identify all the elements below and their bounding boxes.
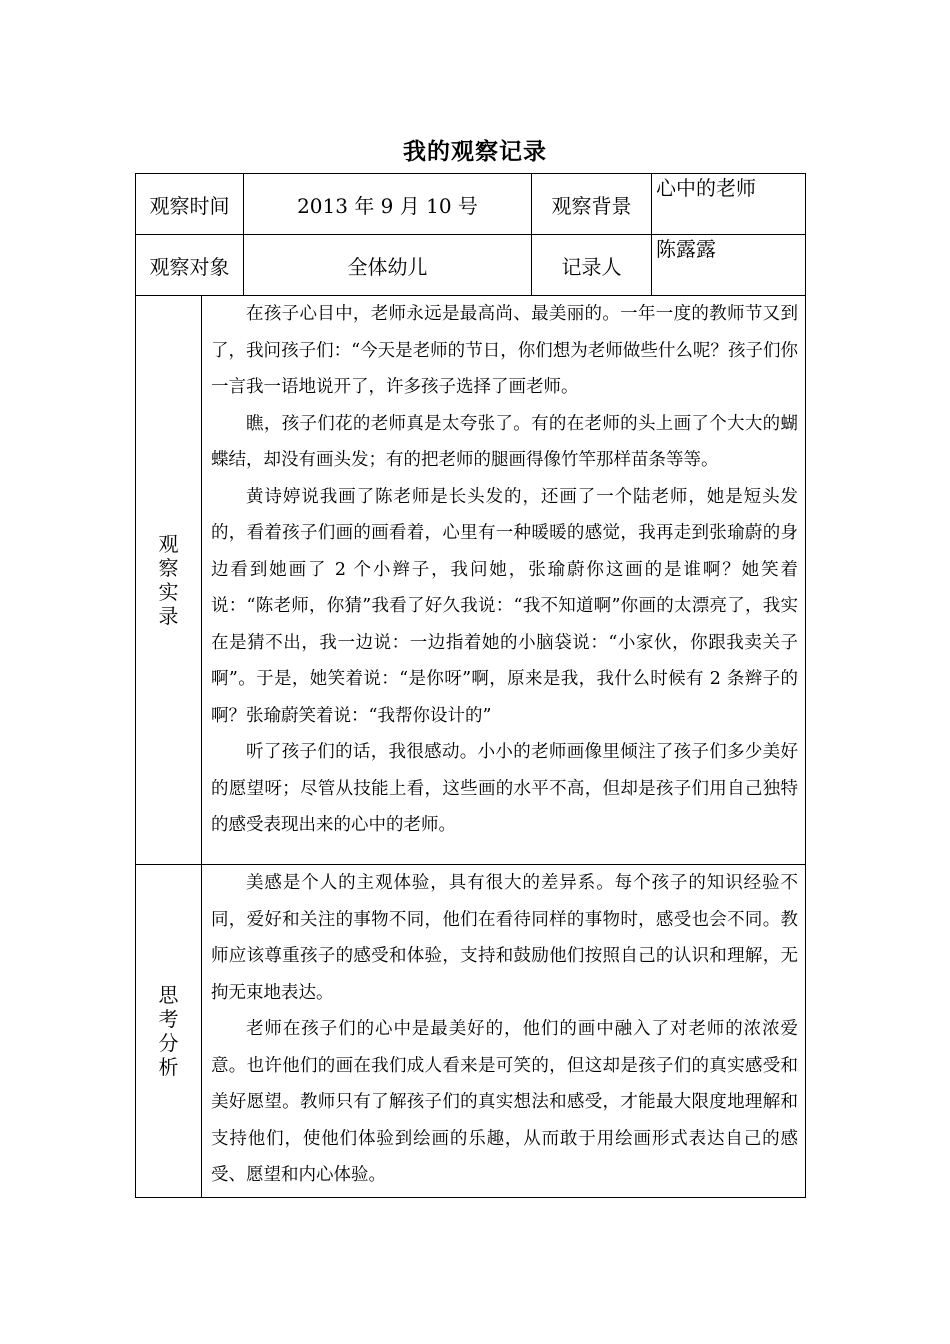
header-row-subject [136, 235, 806, 296]
analysis-content [202, 865, 806, 1198]
observation-paragraph: 在孩子心目中，老师永远是最高尚、最美丽的。一年一度的教师节又到了，我问孩子们：“今天是老师的节日，你们想为老师做些什么呢？孩子们你一言我一语地说开了，许多孩子选择了画老师。 [211, 304, 798, 397]
page-title: 我的观察记录 [403, 138, 547, 165]
observation-paragraph: 瞧，孩子们花的老师真是太夸张了。有的在老师的头上画了个大大的蝴蝶结，却没有画头发；有的把老师的腿画得像竹竿那样苗条等等。 [211, 413, 798, 470]
recorder-label: 记录人 [532, 235, 652, 296]
analysis-section-label [136, 865, 202, 1198]
subject-label: 观察对象 [136, 235, 244, 296]
time-label: 观察时间 [136, 174, 244, 235]
time-value: 2013 年 9 月 10 号 [244, 174, 532, 235]
background-value: 心中的老师 [652, 174, 806, 235]
observation-record-table [135, 173, 806, 1198]
observation-label-char: 察 [158, 556, 179, 580]
analysis-label-char: 析 [158, 1055, 179, 1079]
observation-label-char: 录 [158, 604, 179, 628]
analysis-label-char: 思 [158, 983, 179, 1007]
analysis-label-char: 分 [158, 1031, 179, 1055]
analysis-row [136, 865, 806, 1198]
background-label: 观察背景 [532, 174, 652, 235]
analysis-label-char: 考 [158, 1007, 179, 1031]
recorder-value: 陈露露 [652, 235, 806, 296]
observation-row [136, 296, 806, 865]
observation-section-label [136, 296, 202, 865]
header-row-time [136, 174, 806, 235]
analysis-paragraph: 老师在孩子们的心中是最美好的，他们的画中融入了对老师的浓浓爱意。也许他们的画在我们成人看来是可笑的，但这却是孩子们的真实感受和美好愿望。教师只有了解孩子们的真实想法和感受，才能最大限度地理解和支持他们，使他们体验到绘画的乐趣，从而敢于用绘画形式表达自己的感受、愿望和内心体验。 [211, 1019, 798, 1185]
observation-paragraph: 黄诗婷说我画了陈老师是长头发的，还画了一个陆老师，她是短头发的，看着孩子们画的画看着，心里有一种暖暖的感觉，我再走到张瑜蔚的身边看到她画了 2 个小辫子，我问她，张瑜蔚你这画的是谁啊？她笑着说：“陈老师，你猜”我看了好久我说：“我不知道啊”你画的太漂亮了，我实在是猜不出，我一边说：一边指着她的小脑袋说：“小家伙，你跟我卖关子啊”。于是，她笑着说：“是你呀”啊，原来是我，我什么时候有 2 条辫子的啊？张瑜蔚笑着说：“我帮你设计的” [211, 486, 798, 726]
subject-value: 全体幼儿 [244, 235, 532, 296]
observation-label-char: 观 [158, 532, 179, 556]
observation-label-char: 实 [158, 580, 179, 604]
observation-paragraph: 听了孩子们的话，我很感动。小小的老师画像里倾注了孩子们多少美好的愿望呀；尽管从技能上看，这些画的水平不高，但却是孩子们用自己独特的感受表现出来的心中的老师。 [211, 742, 798, 835]
analysis-paragraph: 美感是个人的主观体验，具有很大的差异系。每个孩子的知识经验不同，爱好和关注的事物不同，他们在看待同样的事物时，感受也会不同。教师应该尊重孩子的感受和体验，支持和鼓励他们按照自己的认识和理解，无拘无束地表达。 [211, 873, 798, 1003]
observation-content [202, 296, 806, 865]
